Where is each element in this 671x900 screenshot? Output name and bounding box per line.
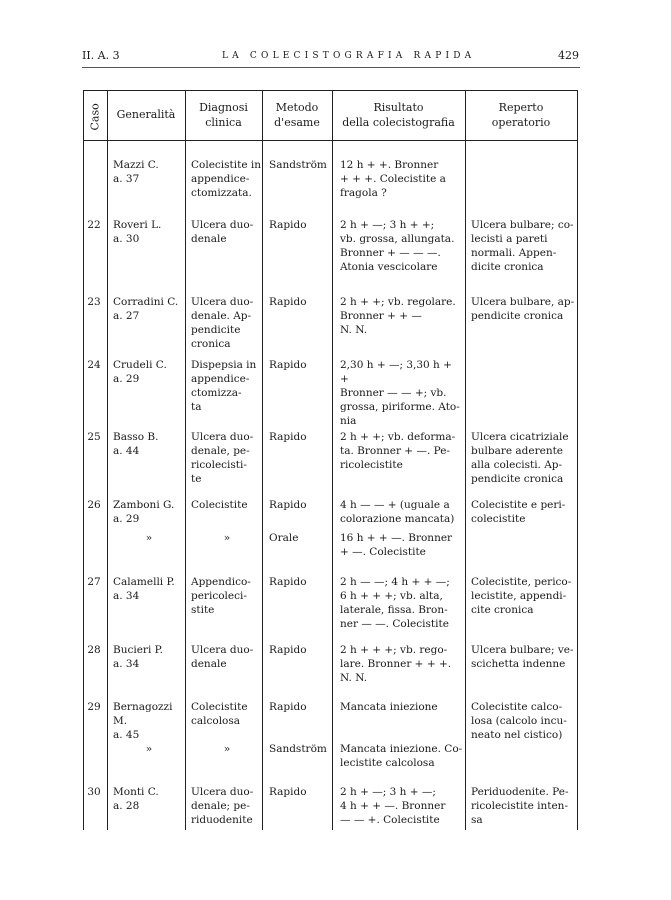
patient-info [113, 700, 185, 742]
exam-method: Sandström [269, 743, 327, 755]
exam-method: Rapido [269, 644, 307, 656]
operative-finding-line: sa [471, 814, 483, 826]
clinical-diagnosis [191, 218, 263, 246]
patient-info [113, 498, 185, 526]
exam-method: Rapido [269, 576, 307, 588]
operative-finding-line: Ulcera bulbare; co- [471, 219, 574, 231]
cholecystography-result-line: fragola ? [340, 187, 387, 199]
clinical-diagnosis-line: pendicite [191, 324, 241, 336]
operative-finding-line: Ulcera cicatriziale [471, 431, 569, 443]
exam-method: Rapido [269, 431, 307, 443]
patient-info-line: Bernagozzi [113, 701, 173, 713]
cholecystography-result [340, 643, 464, 685]
header-generalita [107, 107, 185, 122]
table-top-rule [83, 90, 578, 91]
exam-method: Rapido [269, 701, 307, 713]
clinical-diagnosis-line: cronica [191, 338, 231, 350]
cholecystography-result-line: 2 h + —; 3 h + +; [340, 219, 435, 231]
clinical-diagnosis-line: Ulcera duo- [191, 431, 254, 443]
patient-info-line: a. 30 [113, 233, 140, 245]
patient-info [113, 575, 185, 603]
patient-info [113, 430, 185, 458]
clinical-diagnosis [191, 700, 263, 728]
cholecystography-result-line: ner — —. Colecistite [340, 618, 449, 630]
cholecystography-result [340, 295, 464, 337]
operative-finding-line: Ulcera bulbare; ve- [471, 644, 574, 656]
clinical-diagnosis-line: calcolosa [191, 715, 241, 727]
clinical-diagnosis-line: te [191, 473, 202, 485]
cholecystography-result-line: Mancata iniezione [340, 701, 438, 713]
cholecystography-result [340, 700, 464, 714]
column-divider [577, 90, 578, 830]
case-number: 26 [87, 499, 101, 511]
cholecystography-result-line: colorazione mancata) [340, 513, 455, 525]
cholecystography-result-line: N. N. [340, 324, 368, 336]
case-number: 28 [87, 644, 101, 656]
clinical-diagnosis-line: Ulcera duo- [191, 219, 254, 231]
patient-info-line: a. 37 [113, 173, 140, 185]
clinical-diagnosis-line: Appendico- [191, 576, 251, 588]
operative-finding-line: pendicite cronica [471, 310, 564, 322]
case-number: 30 [87, 786, 101, 798]
cholecystography-result-line: Bronner — — +; vb. [340, 387, 447, 399]
cases-table [83, 90, 578, 830]
column-divider [185, 90, 186, 830]
operative-finding-line: Colecistite e peri- [471, 499, 566, 511]
clinical-diagnosis-line: ricolecisti- [191, 459, 247, 471]
header-line: Generalità [116, 108, 176, 121]
cholecystography-result-line: 4 h — — + (uguale a [340, 499, 450, 511]
header-reperto [465, 100, 577, 130]
patient-info-line: Crudeli C. [113, 359, 167, 371]
clinical-diagnosis-line: appendice- [191, 373, 250, 385]
exam-method: Rapido [269, 219, 307, 231]
clinical-diagnosis-line: Colecistite in [191, 159, 262, 171]
operative-finding-line: Periduodenite. Pe- [471, 786, 569, 798]
running-header-title: LA COLECISTOGRAFIA RAPIDA [222, 51, 476, 61]
header-metodo [262, 100, 332, 130]
patient-info [113, 643, 185, 671]
running-header-section: II. A. 3 [82, 49, 120, 62]
operative-finding-line: alla colecisti. Ap- [471, 459, 563, 471]
table-header-rule [83, 140, 578, 141]
patient-info [113, 218, 185, 246]
clinical-diagnosis-line: Ulcera duo- [191, 644, 254, 656]
cholecystography-result-line: 12 h + +. Bronner [340, 159, 439, 171]
cholecystography-result-line: grossa, piriforme. Ato- [340, 401, 460, 413]
cholecystography-result-line: Bronner + — — —. [340, 247, 441, 259]
patient-info-line: Roveri L. [113, 219, 162, 231]
cholecystography-result-line: 2 h + +; vb. deforma- [340, 431, 456, 443]
exam-method: Rapido [269, 499, 307, 511]
cholecystography-result-line: 2,30 h + —; 3,30 h + + [340, 359, 452, 385]
cholecystography-result [340, 575, 464, 631]
exam-method: Sandström [269, 159, 327, 171]
cholecystography-result [340, 785, 464, 827]
header-rule [82, 67, 580, 68]
clinical-diagnosis [191, 358, 263, 414]
cholecystography-result-line: ta. Bronner + —. Pe- [340, 445, 450, 457]
clinical-diagnosis-line: denale [191, 658, 227, 670]
patient-info-line: a. 29 [113, 513, 140, 525]
operative-finding [471, 295, 575, 323]
clinical-diagnosis [191, 430, 263, 486]
cholecystography-result-line: ricolecistite [340, 459, 403, 471]
cholecystography-result-line: Mancata iniezione. Co- [340, 743, 463, 755]
clinical-diagnosis-line: » [223, 743, 231, 755]
clinical-diagnosis-line: denale. Ap- [191, 310, 252, 322]
patient-info-line: a. 27 [113, 310, 140, 322]
patient-info [113, 295, 185, 323]
column-divider [107, 90, 108, 830]
clinical-diagnosis-line: appendice- [191, 173, 250, 185]
cholecystography-result-line: N. N. [340, 672, 368, 684]
patient-info-line: » [145, 532, 153, 544]
clinical-diagnosis-line: pericoleci- [191, 590, 247, 602]
header-line: operatorio [491, 116, 551, 129]
operative-finding [471, 218, 575, 274]
cholecystography-result [340, 158, 464, 200]
cholecystography-result-line: — — +. Colecistite [340, 814, 440, 826]
clinical-diagnosis [191, 575, 263, 617]
operative-finding-line: dicite cronica [471, 261, 544, 273]
clinical-diagnosis [191, 158, 263, 200]
exam-method: Rapido [269, 359, 307, 371]
clinical-diagnosis-line: Colecistite [191, 499, 248, 511]
cholecystography-result-line: laterale, fissa. Bron- [340, 604, 448, 616]
cholecystography-result-line: 2 h + + +; vb. rego- [340, 644, 448, 656]
patient-info-line: M. [113, 715, 128, 727]
header-line: della colecistografia [342, 116, 455, 129]
cholecystography-result-line: 4 h + + —. Bronner [340, 800, 446, 812]
header-line: Risultato [373, 101, 424, 114]
clinical-diagnosis [191, 531, 263, 545]
case-number: 23 [87, 296, 101, 308]
header-caso: Caso [88, 103, 102, 131]
patient-info-line: Corradini C. [113, 296, 179, 308]
header-risultato [332, 100, 465, 130]
cholecystography-result-line: + —. Colecistite [340, 546, 426, 558]
clinical-diagnosis-line: Ulcera duo- [191, 296, 254, 308]
operative-finding-line: Colecistite calco- [471, 701, 563, 713]
patient-info-line: Calamelli P. [113, 576, 175, 588]
cholecystography-result-line: 2 h — —; 4 h + + —; [340, 576, 450, 588]
case-number: 24 [87, 359, 101, 371]
header-line: Diagnosi [199, 101, 248, 114]
clinical-diagnosis-line: » [223, 532, 231, 544]
clinical-diagnosis-line: denale, pe- [191, 445, 250, 457]
patient-info-line: Monti C. [113, 786, 159, 798]
column-divider [83, 90, 84, 830]
operative-finding [471, 430, 575, 486]
header-line: clinica [205, 116, 242, 129]
cholecystography-result-line: nia [340, 415, 357, 427]
clinical-diagnosis [191, 498, 263, 512]
patient-info-line: a. 44 [113, 445, 140, 457]
patient-info-line: Zamboni G. [113, 499, 175, 511]
cholecystography-result-line: vb. grossa, allungata. [340, 233, 455, 245]
operative-finding-line: bulbare aderente [471, 445, 564, 457]
patient-info-line: a. 28 [113, 800, 140, 812]
header-line: d'esame [274, 116, 320, 129]
patient-info [113, 785, 185, 813]
cholecystography-result-line: 2 h + +; vb. regolare. [340, 296, 456, 308]
header-line: Metodo [275, 101, 319, 114]
case-number: 22 [87, 219, 101, 231]
operative-finding-line: losa (calcolo incu- [471, 715, 567, 727]
cholecystography-result [340, 742, 464, 770]
case-number: 27 [87, 576, 101, 588]
clinical-diagnosis-line: ctomizzata. [191, 187, 252, 199]
cholecystography-result-line: lare. Bronner + + +. [340, 658, 452, 670]
exam-method: Orale [269, 532, 299, 544]
operative-finding-line: pendicite cronica [471, 473, 564, 485]
cholecystography-result-line: Atonia vescicolare [340, 261, 438, 273]
clinical-diagnosis-line: Dispepsia in [191, 359, 257, 371]
clinical-diagnosis [191, 295, 263, 351]
header-line: Reperto [498, 101, 544, 114]
operative-finding-line: lecistite, appendi- [471, 590, 567, 602]
operative-finding-line: lecisti a pareti [471, 233, 548, 245]
cholecystography-result-line: lecistite calcolosa [340, 757, 435, 769]
operative-finding-line: normali. Appen- [471, 247, 557, 259]
operative-finding-line: colecistite [471, 513, 526, 525]
operative-finding-line: ricolecistite inten- [471, 800, 568, 812]
clinical-diagnosis [191, 643, 263, 671]
cholecystography-result-line: Bronner + + — [340, 310, 422, 322]
clinical-diagnosis-line: denale [191, 233, 227, 245]
operative-finding [471, 700, 575, 742]
column-divider [465, 90, 466, 830]
patient-info-line: a. 34 [113, 658, 140, 670]
clinical-diagnosis-line: stite [191, 604, 215, 616]
cholecystography-result-line: 6 h + + +; vb. alta, [340, 590, 443, 602]
case-number: 29 [87, 701, 101, 713]
cholecystography-result [340, 498, 464, 526]
operative-finding [471, 643, 575, 671]
operative-finding-line: neato nel cistico) [471, 729, 563, 741]
cholecystography-result-line: 2 h + —; 3 h + —; [340, 786, 436, 798]
patient-info-line: a. 45 [113, 729, 140, 741]
exam-method: Rapido [269, 786, 307, 798]
operative-finding-line: Colecistite, perico- [471, 576, 572, 588]
clinical-diagnosis [191, 785, 263, 827]
case-number: 25 [87, 431, 101, 443]
page-number: 429 [558, 49, 579, 62]
cholecystography-result [340, 358, 464, 428]
clinical-diagnosis-line: ta [191, 401, 202, 413]
clinical-diagnosis-line: denale; pe- [191, 800, 250, 812]
patient-info-line: Basso B. [113, 431, 159, 443]
cholecystography-result [340, 218, 464, 274]
clinical-diagnosis-line: ctomizza- [191, 387, 242, 399]
operative-finding-line: Ulcera bulbare, ap- [471, 296, 575, 308]
patient-info-line: a. 34 [113, 590, 140, 602]
clinical-diagnosis [191, 742, 263, 756]
patient-info [113, 358, 185, 386]
operative-finding [471, 785, 575, 827]
operative-finding [471, 575, 575, 617]
clinical-diagnosis-line: Ulcera duo- [191, 786, 254, 798]
clinical-diagnosis-line: Colecistite [191, 701, 248, 713]
patient-info-line: Mazzi C. [113, 159, 159, 171]
exam-method: Rapido [269, 296, 307, 308]
cholecystography-result [340, 531, 464, 559]
operative-finding-line: scichetta indenne [471, 658, 566, 670]
patient-info-line: » [145, 743, 153, 755]
cholecystography-result [340, 430, 464, 472]
operative-finding-line: cite cronica [471, 604, 534, 616]
column-divider [332, 90, 333, 830]
clinical-diagnosis-line: riduodenite [191, 814, 253, 826]
patient-info [113, 158, 185, 186]
patient-info [113, 531, 185, 545]
cholecystography-result-line: + + +. Colecistite a [340, 173, 446, 185]
patient-info-line: a. 29 [113, 373, 140, 385]
patient-info-line: Bucieri P. [113, 644, 163, 656]
operative-finding [471, 498, 575, 526]
cholecystography-result-line: 16 h + + —. Bronner [340, 532, 453, 544]
header-diagnosi [185, 100, 262, 130]
patient-info [113, 742, 185, 756]
